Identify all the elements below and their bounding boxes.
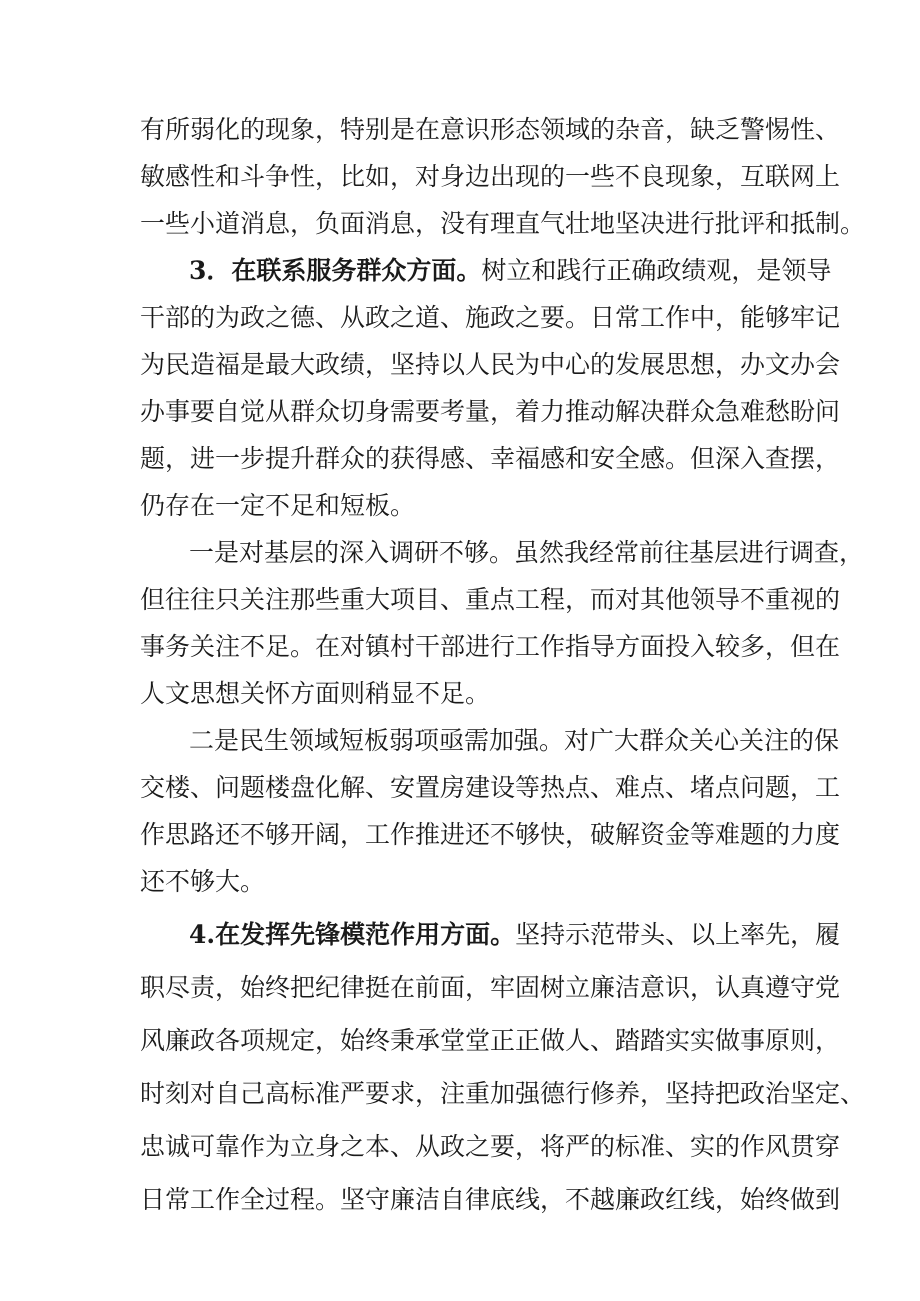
section-4-text: 坚持示范带头、以上率先，履 <box>515 920 841 949</box>
text-line: 作思路还不够开阔，工作推进还不够快，破解资金等难题的力度 <box>140 820 841 849</box>
text-line: 为民造福是最大政绩，坚持以人民为中心的发展思想，办文办会 <box>140 350 841 379</box>
section-3-text: 树立和践行正确政绩观，是领导 <box>481 256 832 285</box>
text-line: 人文思想关怀方面则稍显不足。 <box>140 679 491 708</box>
text-line: 日常工作全过程。坚守廉洁自律底线，不越廉政红线，始终做到 <box>140 1185 841 1214</box>
text-line: 忠诚可靠作为立身之本、从政之要，将严的标准、实的作风贯穿 <box>140 1132 841 1161</box>
section-3-first-line <box>189 255 832 287</box>
section-3-heading: 3．在联系服务群众方面。 <box>189 256 482 285</box>
text-line: 有所弱化的现象，特别是在意识形态领域的杂音，缺乏警惕性、 <box>140 115 841 144</box>
section-4-heading: 4.在发挥先锋模范作用方面。 <box>189 920 516 949</box>
text-line: 还不够大。 <box>140 867 266 896</box>
text-line: 职尽责，始终把纪律挺在前面，牢固树立廉洁意识，认真遵守党 <box>140 973 841 1002</box>
text-line: 风廉政各项规定，始终秉承堂堂正正做人、踏踏实实做事原则， <box>140 1026 841 1055</box>
text-line: 二是民生领域短板弱项亟需加强。对广大群众关心关注的保 <box>189 726 840 755</box>
text-line: 事务关注不足。在对镇村干部进行工作指导方面投入较多，但在 <box>140 632 841 661</box>
text-line: 办事要自觉从群众切身需要考量，着力推动解决群众急难愁盼问 <box>140 397 841 426</box>
text-line: 时刻对自己高标准严要求，注重加强德行修养，坚持把政治坚定、 <box>140 1079 866 1108</box>
text-line: 交楼、问题楼盘化解、安置房建设等热点、难点、堵点问题，工 <box>140 773 841 802</box>
text-line: 但往往只关注那些重大项目、重点工程，而对其他领导不重视的 <box>140 585 841 614</box>
text-line: 一是对基层的深入调研不够。虽然我经常前往基层进行调查， <box>189 538 865 567</box>
text-line: 一些小道消息，负面消息，没有理直气壮地坚决进行批评和抵制。 <box>140 209 866 238</box>
text-line: 干部的为政之德、从政之道、施政之要。日常工作中，能够牢记 <box>140 303 841 332</box>
section-4-first-line <box>189 919 841 951</box>
text-line: 题，进一步提升群众的获得感、幸福感和安全感。但深入查摆， <box>140 444 841 473</box>
text-line: 敏感性和斗争性，比如，对身边出现的一些不良现象，互联网上 <box>140 162 841 191</box>
text-line: 仍存在一定不足和短板。 <box>140 491 416 520</box>
